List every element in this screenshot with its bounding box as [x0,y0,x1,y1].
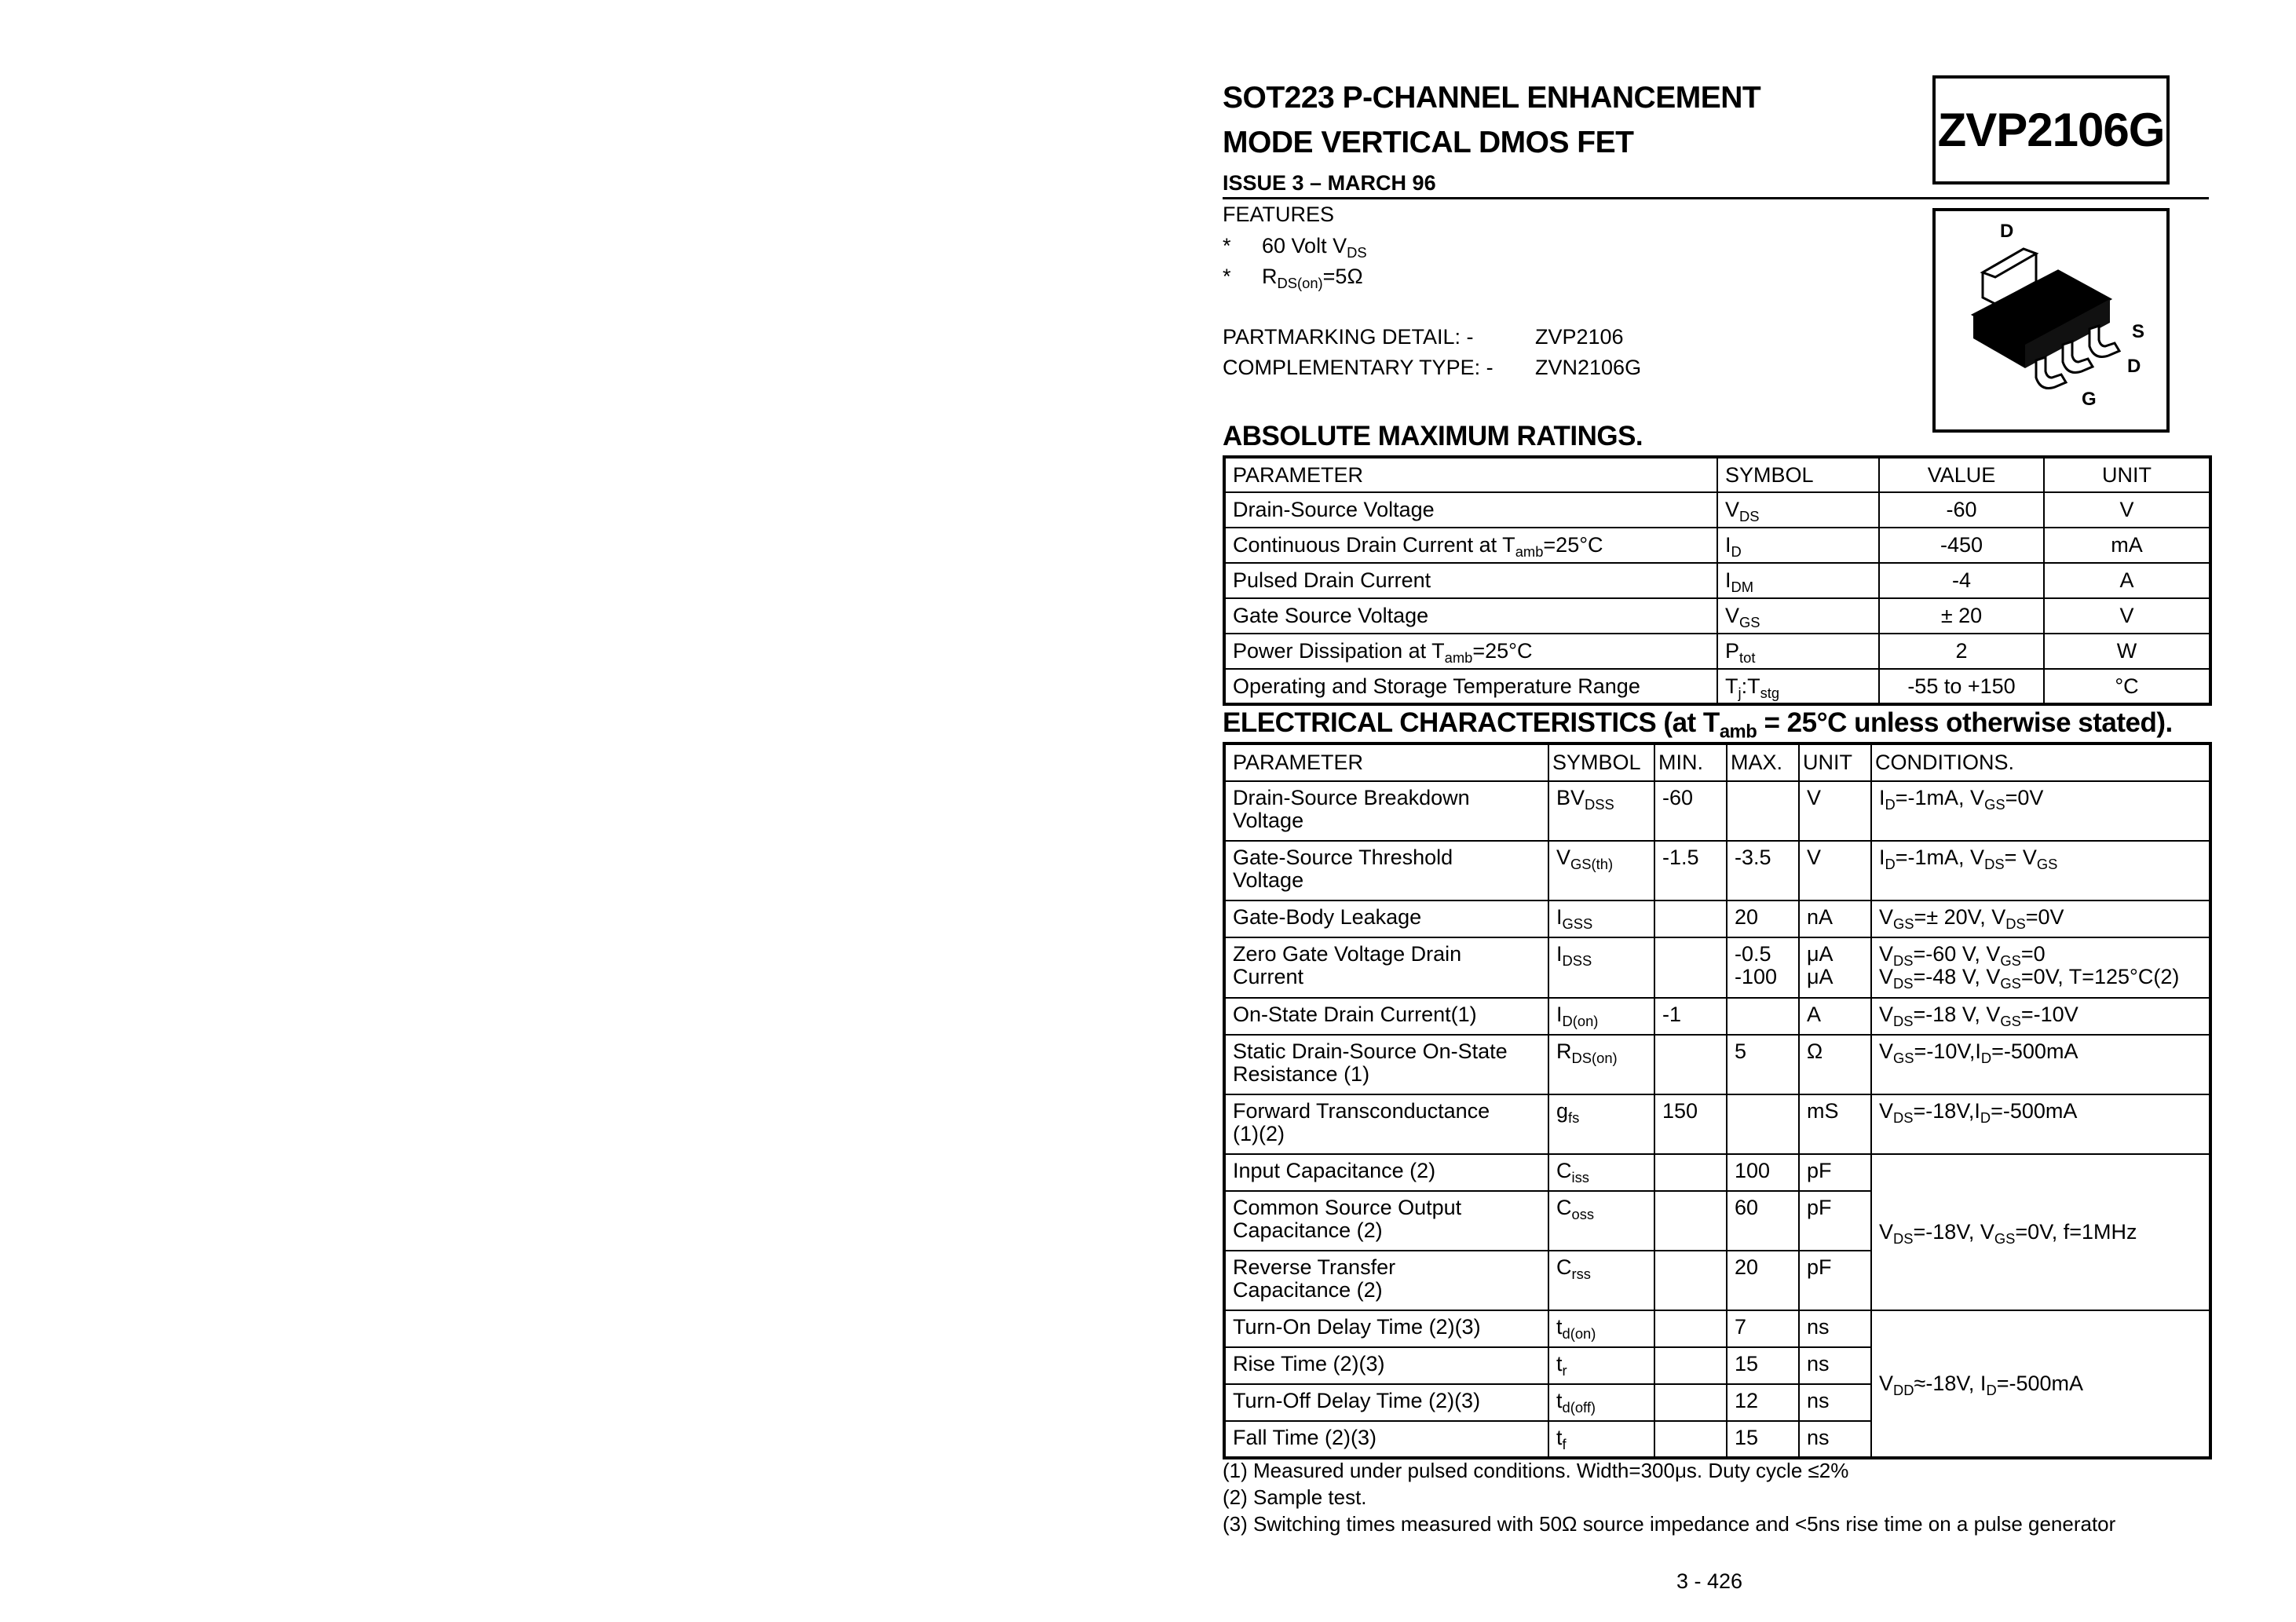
header-parameter: PARAMETER [1224,743,1548,781]
sym-sub: j [1738,684,1742,701]
cond: =0V, T=125°C(2) [2020,965,2180,988]
table-row [1224,781,2210,841]
unit-cell: nA [1799,901,1871,937]
table-row [1224,634,2210,669]
table-row [1224,1310,2210,1347]
sym: P [1725,639,1740,663]
unit-cell: ns [1799,1310,1871,1347]
max-cell [1727,1094,1799,1154]
table-row [1224,998,2210,1035]
param-cell [1224,781,1548,841]
cond: =-10V,I [1914,1039,1981,1063]
min-cell [1654,1347,1727,1384]
cond-sub: DS [2005,915,2026,932]
param-cell [1224,1251,1548,1310]
header-unit: UNIT [2044,457,2210,492]
min-cell: 150 [1654,1094,1727,1154]
cond-sub: GS [1893,1049,1914,1066]
param-post: =25°C [1543,533,1603,557]
value-cell: 2 [1879,634,2044,669]
min-cell: -1.5 [1654,841,1727,901]
features-heading: FEATURES [1223,203,1335,226]
param-line: Zero Gate Voltage Drain [1233,942,1462,966]
feature-2-sub: DS(on) [1277,274,1323,291]
sym: BV [1556,786,1585,809]
symbol-cell [1548,1191,1654,1251]
table-row [1224,841,2210,901]
issue-label: ISSUE 3 – MARCH 96 [1223,171,1436,195]
amr-title: ABSOLUTE MAXIMUM RATINGS. [1223,421,1643,451]
param-post: =25°C [1472,639,1533,663]
complementary-value: ZVN2106G [1535,356,1642,379]
param-line: Capacitance (2) [1233,1278,1383,1302]
sym: T [1725,674,1738,698]
cond: =-500mA [1991,1099,2078,1123]
unit-cell: ns [1799,1384,1871,1421]
unit-cell: Ω [1799,1035,1871,1094]
cond: I [1879,846,1885,869]
max-cell [1727,781,1799,841]
cond: V [1879,942,1894,966]
value-cell: -450 [1879,528,2044,563]
unit-cell [1799,937,1871,998]
cond: I [1879,786,1885,809]
cond: =-48 V, V [1913,965,2001,988]
sym-sub: D(on) [1562,1012,1599,1029]
symbol-cell [1548,998,1654,1035]
param-line: Common Source Output [1233,1196,1462,1219]
pin-label-s: S [2132,321,2145,342]
header-conditions: CONDITIONS. [1871,743,2210,781]
cond: V [1879,965,1894,988]
cond: =-60 V, V [1913,942,2001,966]
param-cell [1224,937,1548,998]
min-cell: -1 [1654,998,1727,1035]
partmarking-label: PARTMARKING DETAIL: - [1223,325,1474,349]
value-cell: -4 [1879,563,2044,598]
cond: V [1879,1220,1894,1244]
cond: =-1mA, V [1895,846,1985,869]
param-pre: Continuous Drain Current at T [1233,533,1515,557]
param-pre: Power Dissipation at T [1233,639,1445,663]
cond-sub: DS [1893,1229,1914,1247]
min-cell [1654,937,1727,998]
sym: C [1556,1159,1572,1182]
cond-line [1879,942,2209,969]
cond-sub: GS [2000,974,2021,992]
cond: =± 20V, V [1914,905,2006,929]
param-cell [1224,841,1548,901]
cond-sub: D [1980,1049,1992,1066]
amr-table [1223,455,2212,706]
max-cell: 100 [1727,1154,1799,1191]
min-cell [1654,1251,1727,1310]
sym: t [1556,1315,1563,1339]
table-row [1224,669,2210,704]
param-cell: Rise Time (2)(3) [1224,1347,1548,1384]
param-line: Voltage [1233,868,1304,892]
unit-cell: °C [2044,669,2210,704]
sym-sub: iss [1571,1168,1589,1185]
param-sub: amb [1444,648,1473,666]
complementary-label: COMPLEMENTARY TYPE: - [1223,356,1493,379]
param-line: Drain-Source Breakdown [1233,786,1470,809]
cond-sub: DS [1893,952,1914,969]
cond-sub: D [1986,1381,1997,1398]
param-line: (1)(2) [1233,1122,1285,1145]
ec-title [1223,707,2173,743]
min-cell [1654,1035,1727,1094]
bullet: * [1223,234,1231,258]
conditions-cell [1871,998,2210,1035]
title-line-1: SOT223 P-CHANNEL ENHANCEMENT [1223,81,1761,115]
max-cell: 5 [1727,1035,1799,1094]
bullet: * [1223,265,1231,288]
symbol-cell [1717,492,1879,528]
symbol-cell [1548,1310,1654,1347]
sym: V [1725,498,1740,521]
cond: =0 [2020,942,2046,966]
cond: V [1879,1003,1894,1026]
header-unit: UNIT [1799,743,1871,781]
min-cell [1654,1191,1727,1251]
unit-cell: V [1799,781,1871,841]
cond-sub: D [1885,795,1896,813]
cond: =0V, f=1MHz [2015,1220,2137,1244]
symbol-cell [1548,1094,1654,1154]
symbol-cell [1717,669,1879,704]
param-cell [1224,1191,1548,1251]
param-line: Reverse Transfer [1233,1255,1396,1279]
max-cell [1727,998,1799,1035]
unit-cell: pF [1799,1251,1871,1310]
param-line: Resistance (1) [1233,1062,1370,1086]
unit-cell: A [1799,998,1871,1035]
unit-cell: pF [1799,1191,1871,1251]
ec-table [1223,742,2212,1459]
param-cell: Gate-Body Leakage [1224,901,1548,937]
ec-title-post: = 25°C unless otherwise stated). [1757,707,2173,738]
param-cell [1224,1094,1548,1154]
capacitance-conditions-cell [1871,1154,2210,1310]
sym-sub: DS [1739,507,1760,524]
sym: R [1556,1039,1572,1063]
header-symbol: SYMBOL [1548,743,1654,781]
sym: C [1556,1255,1572,1279]
cond: V [1879,1372,1894,1395]
table-row [1224,457,2210,492]
table-row [1224,598,2210,634]
max-cell: 12 [1727,1384,1799,1421]
cond: ≈-18V, I [1914,1372,1987,1395]
sym: g [1556,1099,1569,1123]
cond-sub: DS [1893,1109,1914,1126]
unit-cell: ns [1799,1347,1871,1384]
sym-sub: d(off) [1562,1398,1596,1416]
feature-item-1 [1223,234,1367,261]
sym-sub: DSS [1585,795,1614,813]
cond: =0V [2005,786,2044,809]
title-line-2: MODE VERTICAL DMOS FET [1223,126,1634,159]
sym-sub: rss [1571,1265,1591,1282]
min-cell [1654,1310,1727,1347]
param-line: Static Drain-Source On-State [1233,1039,1508,1063]
param-line: Current [1233,965,1304,988]
header-parameter: PARAMETER [1224,457,1717,492]
unit-cell: mS [1799,1094,1871,1154]
symbol-cell [1548,1154,1654,1191]
part-number-box [1932,75,2170,184]
partmarking-value: ZVP2106 [1535,325,1624,349]
sym-sub: GSS [1562,915,1593,932]
unit-line: μA [1807,942,1834,966]
min-cell [1654,1421,1727,1458]
max-cell: 60 [1727,1191,1799,1251]
feature-2-text: R [1262,265,1278,288]
symbol-cell [1548,1421,1654,1458]
header-symbol: SYMBOL [1717,457,1879,492]
cond-sub: DS [1893,974,1914,992]
unit-cell: V [2044,492,2210,528]
max-cell [1727,937,1799,998]
table-row [1224,563,2210,598]
cond: =-500mA [1991,1039,2078,1063]
max-line: -0.5 [1735,942,1771,966]
conditions-cell [1871,1035,2210,1094]
sym-sub: GS(th) [1570,855,1614,872]
symbol-cell [1548,937,1654,998]
value-cell: -55 to +150 [1879,669,2044,704]
symbol-cell [1717,563,1879,598]
cond-sub: DS [1893,1012,1914,1029]
pin-label-d: D [2127,356,2141,377]
param-sub: amb [1515,542,1544,560]
cond-sub: GS [2036,855,2058,872]
sym: t [1556,1389,1563,1412]
header-min: MIN. [1654,743,1727,781]
cond-sub: D [1885,855,1896,872]
sym: I [1556,905,1563,929]
sym: t [1556,1352,1563,1375]
cond-sub: GS [1893,915,1914,932]
table-row [1224,1035,2210,1094]
cond: = V [2004,846,2037,869]
cond-sub: GS [2000,952,2021,969]
sym-sub: D [1731,542,1742,560]
conditions-cell [1871,901,2210,937]
cond-line [1879,965,2209,992]
min-cell [1654,901,1727,937]
param-cell [1224,634,1717,669]
sym: C [1556,1196,1572,1219]
package-box [1932,208,2170,433]
cond-sub: DD [1893,1381,1914,1398]
note-3: (3) Switching times measured with 50Ω source impedance and <5ns rise time on a pulse generator [1223,1512,2116,1536]
cond: =-18V, V [1913,1220,1994,1244]
unit-line: μA [1807,965,1834,988]
cond-sub: D [1980,1109,1991,1126]
conditions-cell [1871,841,2210,901]
conditions-cell [1871,1094,2210,1154]
sym-sub: DSS [1562,952,1592,969]
sym-mid: :T [1741,674,1760,698]
feature-1-text: 60 Volt V [1262,234,1347,258]
ec-title-sub: amb [1719,721,1757,743]
table-row [1224,901,2210,937]
param-cell: Turn-On Delay Time (2)(3) [1224,1310,1548,1347]
note-1: (1) Measured under pulsed conditions. Width=300μs. Duty cycle ≤2% [1223,1459,1849,1482]
ec-title-pre: ELECTRICAL CHARACTERISTICS (at T [1223,707,1720,738]
symbol-cell [1548,901,1654,937]
conditions-cell [1871,781,2210,841]
unit-cell: A [2044,563,2210,598]
sym-sub: f [1562,1435,1567,1452]
cond-sub: GS [1984,795,2005,813]
header-rule [1223,197,2209,199]
min-cell [1654,1154,1727,1191]
sym-sub: GS [1739,613,1760,630]
symbol-cell [1548,1035,1654,1094]
value-cell: -60 [1879,492,2044,528]
table-row [1224,1094,2210,1154]
sym: V [1556,846,1571,869]
sym: I [1556,942,1563,966]
sym-sub: DM [1731,578,1754,595]
sym: t [1556,1426,1563,1449]
page-number: 3 - 426 [1676,1569,1743,1593]
param-line: Voltage [1233,809,1304,832]
cond: =-18 V, V [1913,1003,2001,1026]
symbol-cell [1548,1251,1654,1310]
table-row [1224,1154,2210,1191]
param-cell: Input Capacitance (2) [1224,1154,1548,1191]
sym-sub-2: stg [1760,684,1780,701]
unit-cell: V [2044,598,2210,634]
unit-cell: mA [2044,528,2210,563]
table-row [1224,528,2210,563]
sym: I [1725,533,1731,557]
symbol-cell [1548,1347,1654,1384]
table-row [1224,937,2210,998]
table-row [1224,743,2210,781]
max-cell: 20 [1727,901,1799,937]
max-cell: -3.5 [1727,841,1799,901]
param-cell: Pulsed Drain Current [1224,563,1717,598]
feature-2-suffix: =5Ω [1322,265,1363,288]
symbol-cell [1548,841,1654,901]
param-line: Gate-Source Threshold [1233,846,1453,869]
cond: V [1879,1039,1894,1063]
sym-sub: tot [1739,648,1756,666]
conditions-cell [1871,937,2210,998]
symbol-cell [1717,634,1879,669]
sym: I [1725,568,1731,592]
table-row [1224,492,2210,528]
param-cell: Gate Source Voltage [1224,598,1717,634]
param-cell: Drain-Source Voltage [1224,492,1717,528]
value-cell: ± 20 [1879,598,2044,634]
param-cell: On-State Drain Current(1) [1224,998,1548,1035]
param-line: Capacitance (2) [1233,1218,1383,1242]
symbol-cell [1548,781,1654,841]
switching-conditions-cell [1871,1310,2210,1458]
max-cell: 20 [1727,1251,1799,1310]
cond: V [1879,905,1894,929]
cond: V [1879,1099,1894,1123]
sym: V [1725,604,1740,627]
sym-sub: d(on) [1562,1324,1596,1342]
cond: =-18V,I [1913,1099,1980,1123]
cond: =-500mA [1996,1372,2084,1395]
min-cell [1654,1384,1727,1421]
unit-cell: pF [1799,1154,1871,1191]
max-cell: 15 [1727,1421,1799,1458]
param-line: Forward Transconductance [1233,1099,1490,1123]
cond-sub: GS [1994,1229,2016,1247]
param-cell: Operating and Storage Temperature Range [1224,669,1717,704]
part-number: ZVP2106G [1937,104,2165,156]
sot223-package-icon [1936,211,2166,429]
param-cell [1224,528,1717,563]
sym: I [1556,1003,1563,1026]
max-line: -100 [1735,965,1778,988]
sym-sub: fs [1568,1109,1580,1126]
header-max: MAX. [1727,743,1799,781]
param-cell [1224,1035,1548,1094]
note-2: (2) Sample test. [1223,1485,1367,1509]
cond: =-10V [2020,1003,2078,1026]
sym-sub: oss [1571,1205,1595,1222]
cond: =0V [2025,905,2064,929]
symbol-cell [1548,1384,1654,1421]
sym-sub: DS(on) [1571,1049,1618,1066]
param-cell: Turn-Off Delay Time (2)(3) [1224,1384,1548,1421]
symbol-cell [1717,598,1879,634]
cond-sub: GS [2000,1012,2021,1029]
unit-cell: ns [1799,1421,1871,1458]
feature-1-sub: DS [1347,243,1367,261]
unit-cell: W [2044,634,2210,669]
cond: =-1mA, V [1895,786,1985,809]
pin-label-g: G [2082,389,2097,410]
max-cell: 7 [1727,1310,1799,1347]
pin-label-d-top: D [2000,221,2014,242]
unit-cell: V [1799,841,1871,901]
header-value: VALUE [1879,457,2044,492]
param-cell: Fall Time (2)(3) [1224,1421,1548,1458]
cond-sub: DS [1984,855,2005,872]
sym-sub: r [1562,1361,1567,1379]
symbol-cell [1717,528,1879,563]
min-cell: -60 [1654,781,1727,841]
max-cell: 15 [1727,1347,1799,1384]
